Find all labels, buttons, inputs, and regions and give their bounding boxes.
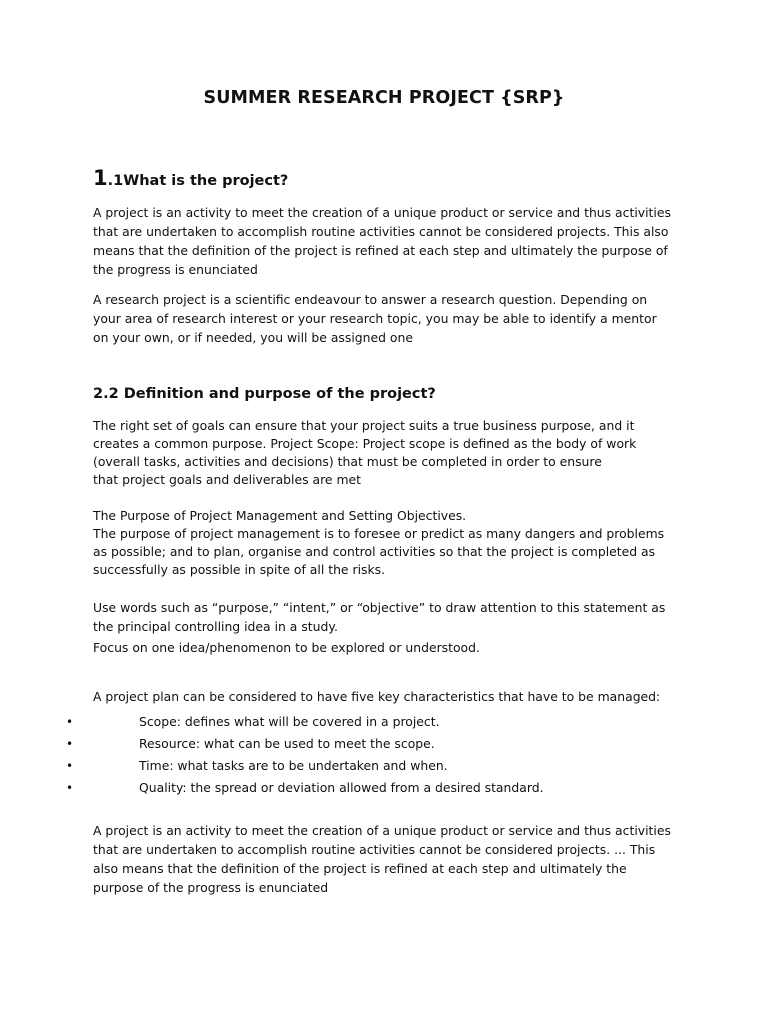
- text-line: Focus on one idea/phenomenon to be explored or understood.: [93, 640, 480, 655]
- text-line: means that the definition of the project is refined at each step and ultimately the purpose of: [93, 243, 668, 258]
- text-line: the progress is enunciated: [93, 262, 258, 277]
- list-item-text: Resource: what can be used to meet the scope.: [139, 736, 435, 751]
- text-line: creates a common purpose. Project Scope: Project scope is defined as the body of work: [93, 436, 637, 451]
- text-line: the principal controlling idea in a study.: [93, 619, 338, 634]
- text-line: A research project is a scientific endeavour to answer a research question. Depending on: [93, 292, 648, 307]
- list-item: [0, 736, 700, 758]
- text-line: A project is an activity to meet the creation of a unique product or service and thus activities: [93, 205, 671, 220]
- bullet-icon: •: [66, 715, 74, 729]
- section-2-paragraph-4: [93, 687, 693, 706]
- section-2-paragraph-3: [93, 598, 693, 657]
- text-line: on your own, or if needed, you will be assigned one: [93, 330, 413, 345]
- bullet-icon: •: [66, 781, 74, 795]
- section-1-paragraph-2: [93, 290, 693, 347]
- text-line: (overall tasks, activities and decisions) that must be completed in order to ensure: [93, 454, 602, 469]
- section-1-heading: [93, 166, 288, 190]
- section-2-paragraph-5: [93, 821, 693, 897]
- list-item-text: Scope: defines what will be covered in a project.: [139, 714, 440, 729]
- list-item-text: Quality: the spread or deviation allowed from a desired standard.: [139, 780, 544, 795]
- text-line: purpose of the progress is enunciated: [93, 880, 329, 895]
- text-line: also means that the definition of the project is refined at each step and ultimately the: [93, 861, 627, 876]
- list-item: [0, 758, 700, 780]
- list-item: [0, 780, 700, 802]
- section-1-heading-number: 1: [93, 166, 108, 190]
- bullet-icon: •: [66, 737, 74, 751]
- section-2-heading: 2.2 Definition and purpose of the project?: [93, 386, 436, 402]
- text-line: that are undertaken to accomplish routine activities cannot be considered projects. ... This: [93, 842, 656, 857]
- bullet-icon: •: [66, 759, 74, 773]
- text-line: your area of research interest or your research topic, you may be able to identify a mentor: [93, 311, 657, 326]
- document-title: SUMMER RESEARCH PROJECT {SRP}: [203, 88, 565, 108]
- text-line: successfully as possible in spite of all the risks.: [93, 562, 386, 577]
- section-2-paragraph-1: [93, 417, 693, 489]
- text-line: The purpose of project management is to foresee or predict as many dangers and problems: [93, 526, 665, 541]
- text-line: A project plan can be considered to have five key characteristics that have to be managed:: [93, 689, 661, 704]
- text-line: A project is an activity to meet the creation of a unique product or service and thus activities: [93, 823, 671, 838]
- text-line: The Purpose of Project Management and Setting Objectives.: [93, 508, 467, 523]
- section-1-paragraph-1: [93, 203, 693, 279]
- list-item-text: Time: what tasks are to be undertaken and when.: [139, 758, 448, 773]
- section-2-paragraph-2: [93, 507, 693, 579]
- text-line: that project goals and deliverables are met: [93, 472, 362, 487]
- text-line: that are undertaken to accomplish routine activities cannot be considered projects. This also: [93, 224, 669, 239]
- text-line: Use words such as “purpose,” “intent,” or “objective” to draw attention to this statement as: [93, 600, 666, 615]
- text-line: as possible; and to plan, organise and control activities so that the project is completed as: [93, 544, 656, 559]
- text-line: The right set of goals can ensure that your project suits a true business purpose, and it: [93, 418, 635, 433]
- list-item: [0, 714, 700, 736]
- section-1-heading-text: .1What is the project?: [107, 173, 289, 189]
